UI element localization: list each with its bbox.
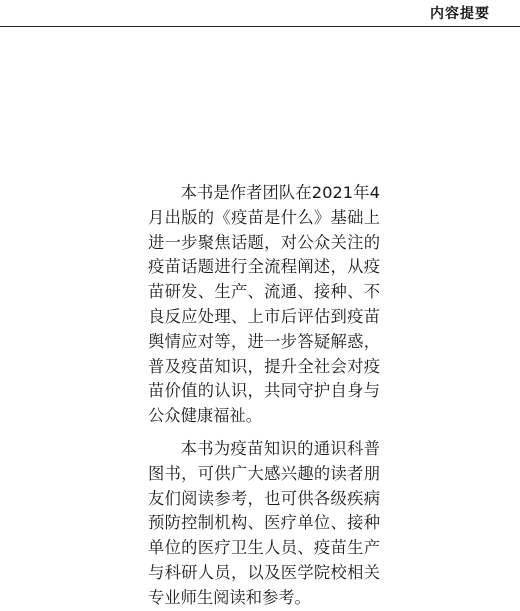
paragraph-1: 本书是作者团队在2021年4月出版的《疫苗是什么》基础上进一步聚焦话题，对公众关注的疫苗话题进行全流程阐述，从疫苗研发、生产、流通、接种、不良反应处理、上市后评估到疫苗舆情应对等，进一步答疑解惑，普及疫苗知识，提升全社会对疫苗价值的认识，共同守护自身与公众健康福祉。: [148, 183, 380, 426]
abstract-body: [148, 181, 380, 611]
paragraph-2: 本书为疫苗知识的通识科普图书，可供广大感兴趣的读者朋友们阅读参考，也可供各级疾病预防控制机构、医疗单位、接种单位的医疗卫生人员、疫苗生产与科研人员，以及医学院校相关专业师生阅读和参考。: [148, 438, 380, 607]
header-divider: [0, 26, 520, 27]
page-title: 内容提要: [430, 6, 490, 22]
